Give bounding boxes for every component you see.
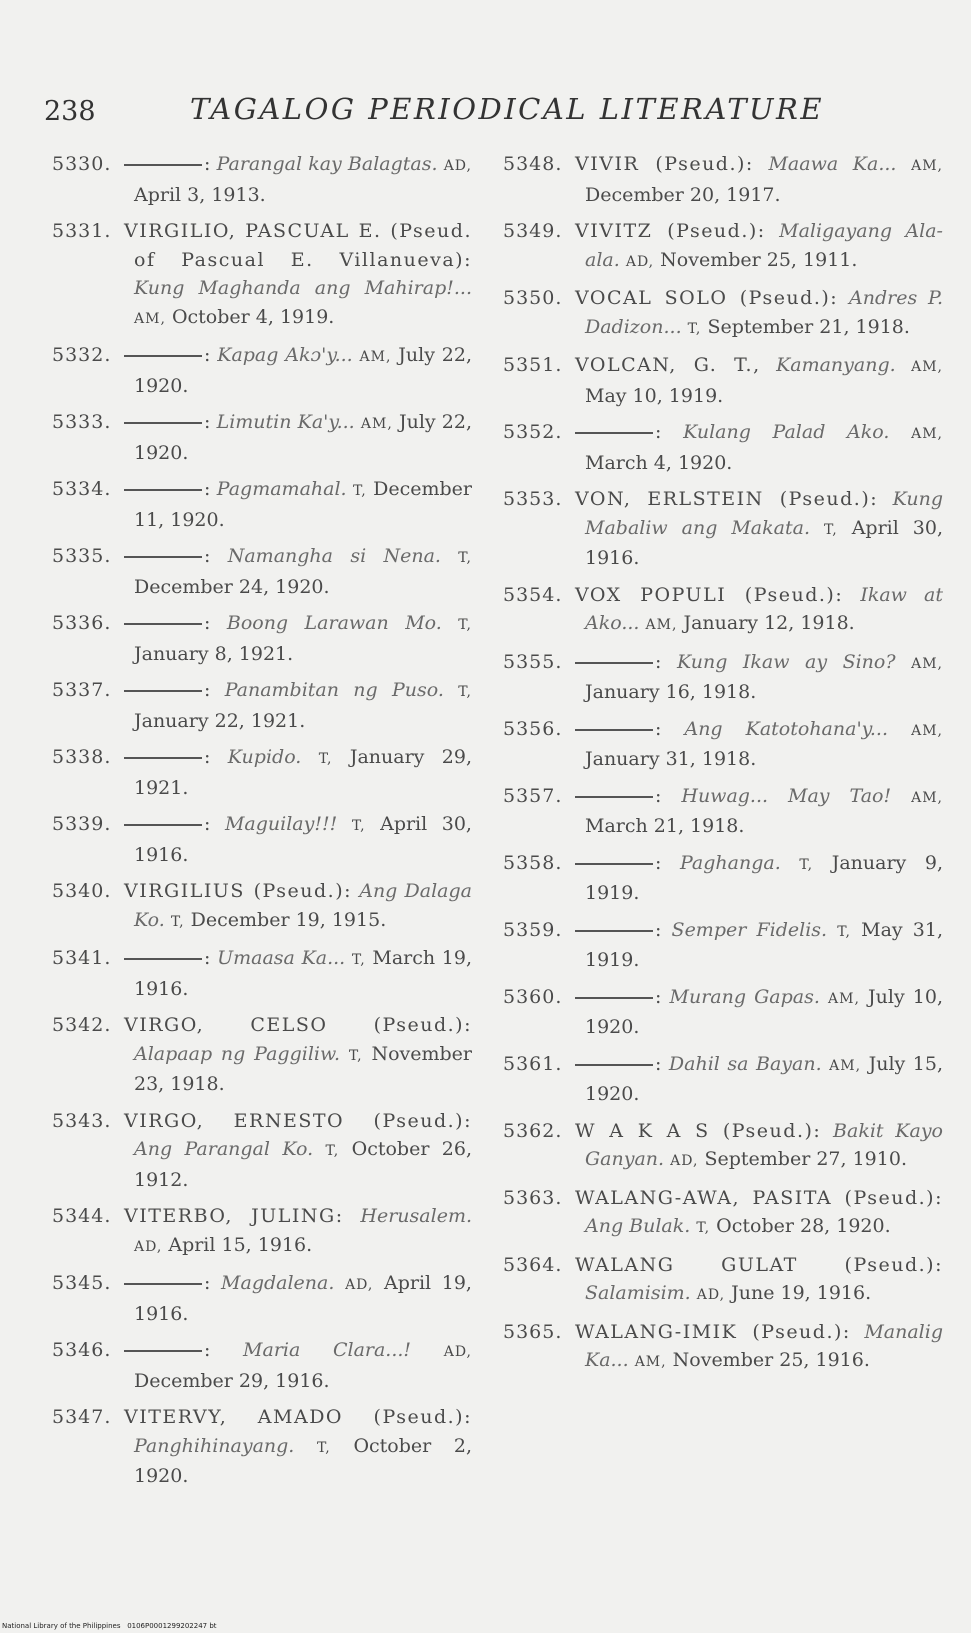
- entry-author: WALANG-AWA, PASITA (Pseud.):: [575, 1186, 943, 1209]
- entry-author: VOX POPULI (Pseud.):: [575, 583, 844, 606]
- entry-title: Paghanga.: [680, 851, 781, 874]
- entry-source: T,: [351, 818, 366, 834]
- entry-author: VIRGO, ERNESTO (Pseud.):: [124, 1109, 472, 1132]
- entry-date: May 10, 1919.: [585, 384, 724, 407]
- entry-date: December 29, 1916.: [134, 1369, 330, 1392]
- ditto-dash: [575, 796, 653, 798]
- entry-source: AD,: [443, 158, 472, 174]
- entry-source: AM,: [829, 1057, 862, 1074]
- page-number: 238: [44, 96, 96, 127]
- entry-number: 5343.: [52, 1109, 112, 1132]
- footer-code: 0106P0001299202247 bt: [127, 1622, 217, 1630]
- entry-source: T,: [696, 1220, 711, 1236]
- entry-author: VITERBO, JULING:: [124, 1205, 344, 1227]
- entry-date: January 16, 1918.: [585, 681, 757, 703]
- entry-number: 5342.: [52, 1014, 112, 1036]
- entry-source: AM,: [911, 655, 943, 672]
- left-column: [52, 150, 472, 1499]
- entry-title: Parangal kay Balagtas.: [216, 153, 438, 175]
- entry-number: 5346.: [52, 1339, 112, 1361]
- footer-library: National Library of the Philippines: [2, 1622, 121, 1630]
- entry-title: Kung Ikaw ay Sino?: [676, 650, 896, 673]
- entry-number: 5335.: [52, 545, 112, 567]
- entry-date: March 21, 1918.: [585, 815, 745, 837]
- entry-source: AM,: [134, 310, 166, 327]
- ditto-dash: [124, 164, 202, 166]
- entry-date: December 19, 1915.: [190, 908, 387, 931]
- ditto-dash: [575, 863, 653, 865]
- entry-title: Ang Katotohana'y...: [684, 717, 889, 740]
- footer-credit: [2, 1622, 217, 1630]
- entry-number: 5332.: [52, 344, 112, 366]
- bibliography-entry: [52, 877, 472, 936]
- bibliography-entry: 5345. : Magdalena. AD, April 19, 1916.: [52, 1269, 472, 1328]
- running-head: TAGALOG PERIODICAL LITERATURE: [190, 92, 824, 126]
- entry-number: 5341.: [52, 947, 112, 969]
- bibliography-entry: [503, 284, 943, 343]
- entry-number: 5352.: [503, 421, 563, 443]
- entry-title: Huwag... May Tao!: [681, 784, 892, 807]
- entry-date: January 22, 1921.: [134, 709, 306, 732]
- entry-date: January 31, 1918.: [585, 748, 757, 770]
- entry-date: July 10, 1920.: [585, 985, 944, 1038]
- entry-number: 5363.: [503, 1186, 563, 1209]
- ditto-dash: [124, 355, 202, 357]
- ditto-dash: [124, 757, 202, 759]
- entry-date: November 25, 1916.: [672, 1349, 870, 1371]
- entry-source: AM,: [634, 1354, 667, 1370]
- entry-date: December 11, 1920.: [134, 478, 472, 531]
- bibliography-entry: [52, 1107, 472, 1195]
- entry-source: AM,: [911, 158, 943, 174]
- bibliography-entry: 5330. : Parangal kay Balagtas. AD, April 3, 1913.: [52, 150, 472, 209]
- entry-date: December 24, 1920.: [134, 575, 330, 598]
- entry-number: 5348.: [503, 153, 563, 175]
- entry-number: 5345.: [52, 1272, 112, 1294]
- entry-title: Pagmamahal.: [216, 478, 347, 500]
- entry-date: January 9, 1919.: [585, 851, 944, 904]
- entry-number: 5353.: [503, 488, 563, 510]
- bibliography-entry: 5352. : Kulang Palad Ako. AM, March 4, 1920.: [503, 418, 943, 477]
- entry-source: T,: [317, 1439, 331, 1456]
- ditto-dash: [575, 1064, 653, 1066]
- entry-number: 5359.: [503, 918, 563, 941]
- entry-date: September 21, 1918.: [707, 315, 910, 338]
- entry-author: VITERVY, AMADO (Pseud.):: [124, 1406, 472, 1428]
- entry-number: 5361.: [503, 1052, 563, 1075]
- ditto-dash: [124, 958, 202, 960]
- entry-author: VOCAL SOLO (Pseud.):: [575, 287, 839, 309]
- bibliography-entry: 5359. : Semper Fidelis. T, May 31, 1919.: [503, 916, 943, 975]
- bibliography-entry: [503, 1184, 943, 1243]
- entry-title: Umaasa Ka...: [217, 947, 346, 969]
- entry-date: April 19, 1916.: [134, 1272, 472, 1325]
- ditto-dash: [124, 623, 202, 625]
- entry-source: AM,: [911, 789, 943, 806]
- entry-date: April 30, 1916.: [134, 813, 472, 866]
- entry-source: AM,: [911, 722, 943, 739]
- entry-source: T,: [458, 550, 472, 566]
- entry-title: Dahil sa Bayan.: [668, 1052, 822, 1075]
- entry-number: 5344.: [52, 1205, 112, 1227]
- entry-date: April 30, 1916.: [585, 516, 943, 569]
- entry-date: May 31, 1919.: [585, 918, 944, 971]
- entry-date: October 4, 1919.: [171, 305, 335, 328]
- entry-source: T,: [687, 320, 702, 337]
- entry-date: January 12, 1918.: [683, 612, 855, 634]
- bibliography-entry: [52, 1202, 472, 1261]
- entry-source: AM,: [360, 416, 393, 432]
- entry-source: T,: [325, 1143, 340, 1159]
- bibliography-entry: 5346. : Maria Clara...! AD, December 29, 1916.: [52, 1336, 472, 1395]
- bibliography-entry: [503, 1117, 943, 1176]
- bibliography-entry: [503, 351, 943, 410]
- entry-number: 5357.: [503, 784, 563, 807]
- right-column: [503, 150, 943, 1385]
- entry-date: April 15, 1916.: [168, 1233, 313, 1256]
- ditto-dash: [575, 432, 653, 434]
- entry-date: January 29, 1921.: [134, 746, 472, 799]
- bibliography-entry: 5357. : Huwag... May Tao! AM, March 21, 1918.: [503, 782, 943, 841]
- bibliography-entry: 5341. : Umaasa Ka... T, March 19, 1916.: [52, 944, 472, 1003]
- entry-author: W A K A S (Pseud.):: [575, 1119, 822, 1142]
- entry-title: Kamanyang.: [776, 354, 896, 376]
- ditto-dash: [575, 662, 653, 664]
- entry-source: AM,: [645, 617, 678, 633]
- entry-date: December 20, 1917.: [585, 183, 781, 206]
- bibliography-entry: [503, 1251, 943, 1310]
- entry-number: 5362.: [503, 1119, 563, 1142]
- entry-date: July 22, 1920.: [134, 344, 472, 397]
- entry-date: April 3, 1913.: [134, 183, 266, 206]
- entry-title: Semper Fidelis.: [671, 918, 828, 941]
- entry-number: 5355.: [503, 650, 563, 673]
- ditto-dash: [124, 556, 202, 558]
- bibliography-entry: 5339. : Maguilay!!! T, April 30, 1916.: [52, 810, 472, 869]
- entry-title: Alapaap ng Paggiliw.: [134, 1042, 341, 1065]
- bibliography-entry: 5361. : Dahil sa Bayan. AM, July 15, 1920.: [503, 1050, 943, 1109]
- bibliography-entry: 5360. : Murang Gapas. AM, July 10, 1920.: [503, 983, 943, 1042]
- entry-date: March 19, 1916.: [134, 947, 473, 1000]
- entry-author: WALANG GULAT (Pseud.):: [575, 1253, 943, 1276]
- entry-number: 5333.: [52, 411, 112, 433]
- bibliography-entry: 5335. : Namangha si Nena. T, December 24, 1920.: [52, 542, 472, 601]
- entry-title: Maligayang Ala-ala.: [585, 220, 943, 271]
- entry-source: AD,: [670, 1153, 699, 1169]
- ditto-dash: [124, 690, 202, 692]
- entry-title: Kapag Akɔ'y...: [217, 344, 353, 366]
- entry-number: 5349.: [503, 220, 563, 242]
- entry-author: VIRGO, CELSO (Pseud.):: [124, 1014, 472, 1036]
- entry-title: Kulang Palad Ako.: [683, 421, 890, 443]
- entry-title: Maria Clara...!: [243, 1339, 412, 1361]
- bibliography-entry: 5334. : Pagmamahal. T, December 11, 1920.: [52, 475, 472, 534]
- bibliography-entry: 5356. : Ang Katotohana'y... AM, January 31, 1918.: [503, 715, 943, 774]
- entry-author: VON, ERLSTEIN (Pseud.):: [575, 488, 879, 510]
- bibliography-entry: [503, 581, 943, 640]
- entry-title: Ang Bulak.: [585, 1215, 691, 1237]
- entry-number: 5356.: [503, 717, 563, 740]
- entry-date: July 22, 1920.: [134, 411, 473, 464]
- entry-title: Maawa Ka...: [768, 153, 897, 175]
- entry-title: Andres P. Dadizon...: [585, 287, 943, 338]
- entry-title: Ang Dalaga Ko.: [134, 880, 472, 931]
- entry-author: VOLCAN, G. T.,: [575, 354, 761, 376]
- bibliography-entry: [52, 1011, 472, 1099]
- entry-number: 5350.: [503, 287, 563, 309]
- entry-number: 5347.: [52, 1406, 112, 1428]
- entry-date: October 26, 1912.: [134, 1138, 472, 1191]
- bibliography-entry: 5338. : Kupido. T, January 29, 1921.: [52, 743, 472, 802]
- entry-title: Limutin Ka'y...: [216, 411, 355, 433]
- entry-title: Kupido.: [227, 746, 302, 768]
- bibliography-entry: [503, 485, 943, 573]
- entry-source: AM,: [911, 426, 943, 442]
- entry-title: Boong Larawan Mo.: [226, 612, 442, 634]
- entry-author: VIVIR (Pseud.):: [575, 153, 754, 175]
- ditto-dash: [124, 1350, 202, 1352]
- entry-number: 5358.: [503, 851, 563, 874]
- entry-number: 5331.: [52, 220, 112, 242]
- bibliography-entry: 5358. : Paghanga. T, January 9, 1919.: [503, 849, 943, 908]
- bibliography-entry: [52, 217, 472, 333]
- entry-title: Maguilay!!!: [224, 813, 338, 835]
- entry-source: T,: [458, 617, 472, 633]
- entry-source: AM,: [359, 349, 392, 365]
- entry-source: AD,: [345, 1277, 374, 1293]
- entry-author: VIRGILIUS (Pseud.):: [124, 880, 353, 902]
- entry-title: Kung Maghanda ang Mahirap!...: [134, 277, 472, 299]
- entry-source: AD,: [443, 1344, 472, 1360]
- ditto-dash: [575, 930, 653, 932]
- entry-source: T,: [352, 483, 367, 499]
- entry-author: VIVITZ (Pseud.):: [575, 220, 766, 242]
- entry-source: T,: [799, 856, 814, 873]
- ditto-dash: [124, 824, 202, 826]
- entry-date: November 23, 1918.: [134, 1042, 473, 1095]
- entry-title: Manalig Ka...: [585, 1320, 943, 1371]
- ditto-dash: [124, 422, 202, 424]
- ditto-dash: [124, 489, 202, 491]
- entry-source: AD,: [696, 1287, 726, 1303]
- entry-source: T,: [348, 1047, 363, 1064]
- entry-source: T,: [351, 952, 366, 968]
- entry-number: 5340.: [52, 880, 112, 902]
- entry-title: Namangha si Nena.: [227, 545, 441, 567]
- entry-number: 5354.: [503, 583, 563, 606]
- bibliography-entry: [503, 217, 943, 276]
- entry-title: Bakit Kayo Ganyan.: [585, 1119, 943, 1170]
- entry-author: WALANG-IMIK (Pseud.):: [575, 1320, 851, 1343]
- entry-title: Panambitan ng Puso.: [224, 679, 444, 701]
- entry-title: Salamisim.: [585, 1282, 691, 1304]
- entry-title: Kung Mabaliw ang Makata.: [585, 488, 943, 539]
- bibliography-entry: [503, 1318, 943, 1377]
- bibliography-entry: [503, 150, 943, 209]
- entry-source: AM,: [828, 990, 860, 1007]
- entry-date: November 25, 1911.: [660, 248, 858, 271]
- entry-date: October 2, 1920.: [134, 1434, 473, 1487]
- entry-title: Panghihinayang.: [134, 1434, 295, 1457]
- entry-title: Ang Parangal Ko.: [134, 1138, 314, 1160]
- ditto-dash: [575, 729, 653, 731]
- entry-title: Ikaw at Ako...: [585, 583, 943, 634]
- entry-number: 5337.: [52, 679, 112, 701]
- entry-source: T,: [170, 913, 185, 930]
- ditto-dash: [124, 1283, 202, 1285]
- bibliography-entry: 5333. : Limutin Ka'y... AM, July 22, 1920.: [52, 408, 472, 467]
- bibliography-entry: 5355. : Kung Ikaw ay Sino? AM, January 16, 1918.: [503, 648, 943, 707]
- entry-number: 5339.: [52, 813, 112, 835]
- entry-number: 5351.: [503, 354, 563, 376]
- bibliography-entry: 5332. : Kapag Akɔ'y... AM, July 22, 1920.: [52, 341, 472, 400]
- bibliography-entry: 5337. : Panambitan ng Puso. T, January 22, 1921.: [52, 676, 472, 735]
- entry-number: 5338.: [52, 746, 112, 768]
- entry-date: January 8, 1921.: [134, 642, 294, 665]
- entry-source: AD,: [134, 1238, 163, 1255]
- entry-source: T,: [318, 751, 333, 767]
- entry-date: September 27, 1910.: [704, 1148, 907, 1170]
- entry-number: 5330.: [52, 153, 112, 175]
- entry-title: Magdalena.: [221, 1272, 335, 1294]
- entry-number: 5365.: [503, 1320, 563, 1343]
- entry-date: March 4, 1920.: [585, 451, 733, 474]
- bibliography-entry: [52, 1403, 472, 1491]
- entry-author: VIRGILIO, PASCUAL E. (Pseud. of Pascual E. Villanueva):: [124, 220, 472, 271]
- entry-source: T,: [837, 923, 851, 940]
- bibliography-entry: 5336. : Boong Larawan Mo. T, January 8, 1921.: [52, 609, 472, 668]
- entry-date: June 19, 1916.: [731, 1282, 872, 1304]
- entry-number: 5336.: [52, 612, 112, 634]
- entry-number: 5360.: [503, 985, 563, 1008]
- entry-source: AD,: [625, 253, 655, 270]
- entry-source: AM,: [911, 359, 943, 375]
- entry-number: 5364.: [503, 1253, 563, 1276]
- entry-number: 5334.: [52, 478, 112, 500]
- entry-date: October 28, 1920.: [716, 1215, 891, 1237]
- entry-title: Murang Gapas.: [669, 985, 820, 1008]
- entry-title: Herusalem.: [360, 1205, 472, 1227]
- entry-source: T,: [458, 684, 472, 700]
- ditto-dash: [575, 997, 653, 999]
- entry-source: T,: [823, 521, 838, 538]
- entry-date: July 15, 1920.: [585, 1052, 943, 1105]
